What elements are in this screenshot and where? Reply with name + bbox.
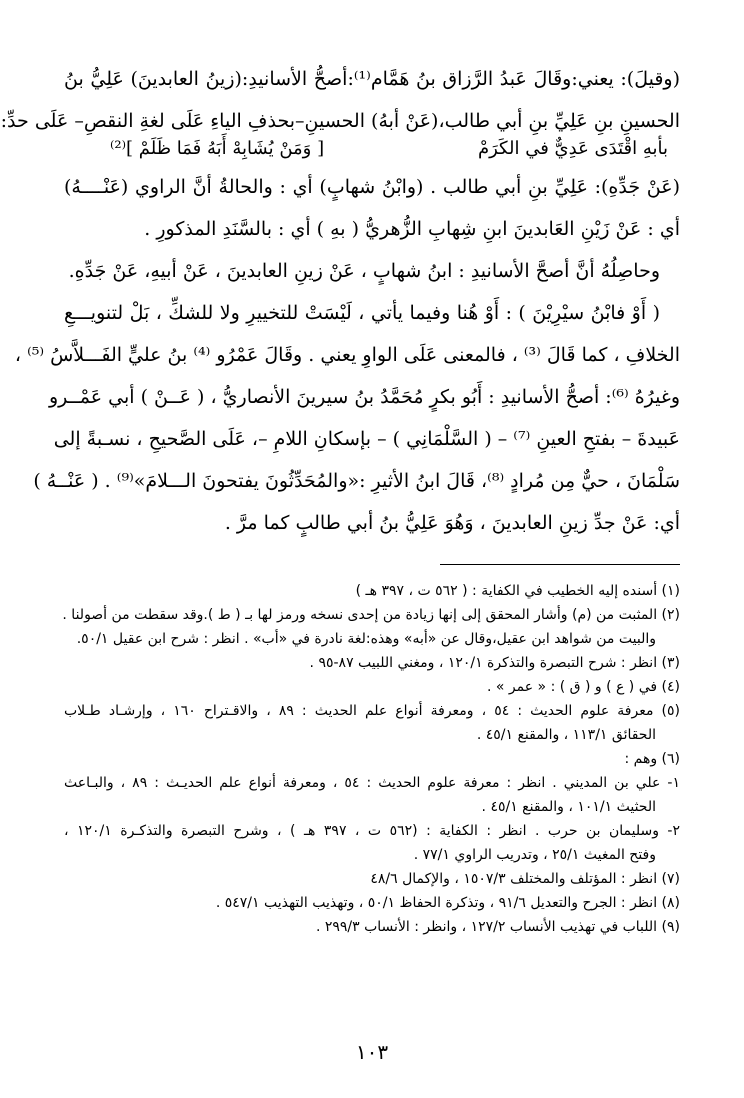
footnote-line: (٩) اللباب في تهذيب الأنساب ١٢٧/٢ ، وانظر : الأنساب ٢٩٩/٣ . bbox=[315, 919, 680, 935]
footnotes bbox=[64, 579, 680, 939]
text-line: الخلافِ ، كما قَالَ ⁽³⁾ ، فالمعنى عَلَى الواوِ يعني . وقَالَ عَمْرُو ⁽⁴⁾ بنُ عليٍّ الفَـــلاَّسُ ⁽⁵⁾ ، bbox=[14, 344, 680, 366]
verse-second-hemistich: [ وَمَنْ يُشَابِهْ أَبَهُ فَمَا ظَلَمْ ]⁽²⁾ bbox=[110, 138, 325, 159]
footnote-line: الحقائق ١١٣/١ ، والمقنع ٤٥/١ . bbox=[476, 727, 656, 743]
footnote-line: (٥) معرفة علوم الحديث : ٥٤ ، ومعرفة أنواع علم الحديث : ٨٩ ، والاقـتراح ١٦٠ ، وإرشـاد طـلاب bbox=[64, 703, 680, 719]
footnote-line: (٢) المثبت من (م) وأشار المحقق إلى إنها زيادة من إحدى نسخه ورمز لها بـ ( ط ).وقد سقطت من أصولنا . bbox=[62, 607, 680, 623]
text-line: وغيرُهُ ⁽⁶⁾: أصحُّ الأسانيدِ : أَبُو بكرٍ مُحَمَّدُ بنُ سيرينَ الأنصاريُّ ، ( عَــنْ ) أبي عَمْــرو bbox=[49, 386, 680, 408]
footnote-line: (١) أسنده إليه الخطيب في الكفاية : ( ٥٦٢ ت ، ٣٩٧ هـ ) bbox=[355, 583, 680, 599]
text-line: (وقيلَ): يعني:وقَالَ عَبدُ الرَّزاق بنُ هَمَّام⁽¹⁾:أصحُّ الأسانيدِ:(زينُ العابدينَ) عَلِيُّ بنُ bbox=[64, 68, 680, 90]
footnote-line: الحثيث ١٠١/١ ، والمقنع ٤٥/١ . bbox=[481, 799, 656, 815]
text-line: وحاصِلُهُ أنَّ أصحَّ الأسانيدِ : ابنُ شهابٍ ، عَنْ زينِ العابدينَ ، عَنْ أبيهِ، عَنْ جَدِّهِ. bbox=[68, 260, 660, 282]
verse-first-hemistich: بأبهِ اقْتَدَى عَدِيٌّ في الكَرَمْ bbox=[477, 138, 668, 159]
footnote-line: (٦) وهم : bbox=[624, 751, 680, 767]
page-number: ١٠٣ bbox=[355, 1040, 389, 1064]
footnote-line: (٨) انظر : الجرح والتعديل ٩١/٦ ، وتذكرة الحفاظ ٥٠/١ ، وتهذيب التهذيب ٥٤٧/١ . bbox=[215, 895, 680, 911]
text-line: (عَنْ جَدِّهِ): عَلِيِّ بنِ أبي طالب . (وابْنُ شهابٍ) أي : والحالةُ أنَّ الراوي (عَنْــــهُ) bbox=[64, 176, 680, 198]
footnote-line: ٢- وسليمان بن حرب . انظر : الكفاية : (٥٦٢ ت ، ٣٩٧ هـ ) ، وشرح التبصرة والتذكـرة ١٢٠/١ ، bbox=[64, 823, 681, 839]
text-line: سَلْمَانَ ، حيٌّ مِن مُرادٍ ⁽⁸⁾، قَالَ ابنُ الأثيرِ :«والمُحَدِّثُونَ يفتحونَ الـــلامَ»⁽⁹⁾ . ( عَنْــهُ ) bbox=[33, 470, 680, 492]
footnote-line: (٤) في ( ع ) و ( ق ) : « عمر » . bbox=[487, 679, 680, 695]
footnote-line: (٧) انظر : المؤتلف والمختلف ١٥٠٧/٣ ، والإكمال ٤٨/٦ bbox=[370, 871, 680, 887]
text-line: أي : عَنْ زَيْنِ العَابدينَ ابنِ شِهابِ الزُّهريُّ ( بهِ ) أي : بالسَّنَدِ المذكورِ . bbox=[144, 218, 680, 240]
footnote-line: ١- علي بن المديني . انظر : معرفة علوم الحديث : ٥٤ ، ومعرفة أنواع علم الحديـث : ٨٩ ، والبـاعث bbox=[64, 775, 680, 791]
footnote-line: والبيت من شواهد ابن عقيل،وقال عن «أبه» وهذه:لغة نادرة في «أب» . انظر : شرح ابن عقيل ٥٠/١. bbox=[76, 631, 656, 647]
main-text bbox=[0, 58, 680, 544]
footnote-line: وفتح المغيث ٢٥/١ ، وتدريب الراوي ٧٧/١ . bbox=[413, 847, 656, 863]
text-line: عَبيدةَ – بفتحِ العينِ ⁽⁷⁾ – ( السَّلْمَانِي ) – بإسكانِ اللامِ –، عَلَى الصَّحيحِ ، نسـبةً إلى bbox=[53, 428, 680, 450]
text-line: الحسينِ بنِ عَلِيِّ بنِ أبي طالب،(عَنْ أبهُ) الحسينِ–بحذفِ الياءِ عَلَى لغةِ النقصِ– عَلَى حدِّ: bbox=[0, 110, 680, 132]
footnote-line: (٣) انظر : شرح التبصرة والتذكرة ١٢٠/١ ، ومغني اللبيب ٨٧-٩٥ . bbox=[309, 655, 680, 671]
footnote-separator bbox=[440, 564, 680, 565]
text-line: أي: عَنْ جدِّ زينِ العابدينَ ، وَهُوَ عَلِيُّ بنُ أبي طالبٍ كما مرَّ . bbox=[224, 512, 680, 534]
text-line: ( أَوْ فابْنُ سيْرِيْنَ ) : أَوْ هُنا وفيما يأتي ، لَيْسَتْ للتخييرِ ولا للشكِّ ، بَلْ لتنويـــعِ bbox=[64, 302, 660, 324]
